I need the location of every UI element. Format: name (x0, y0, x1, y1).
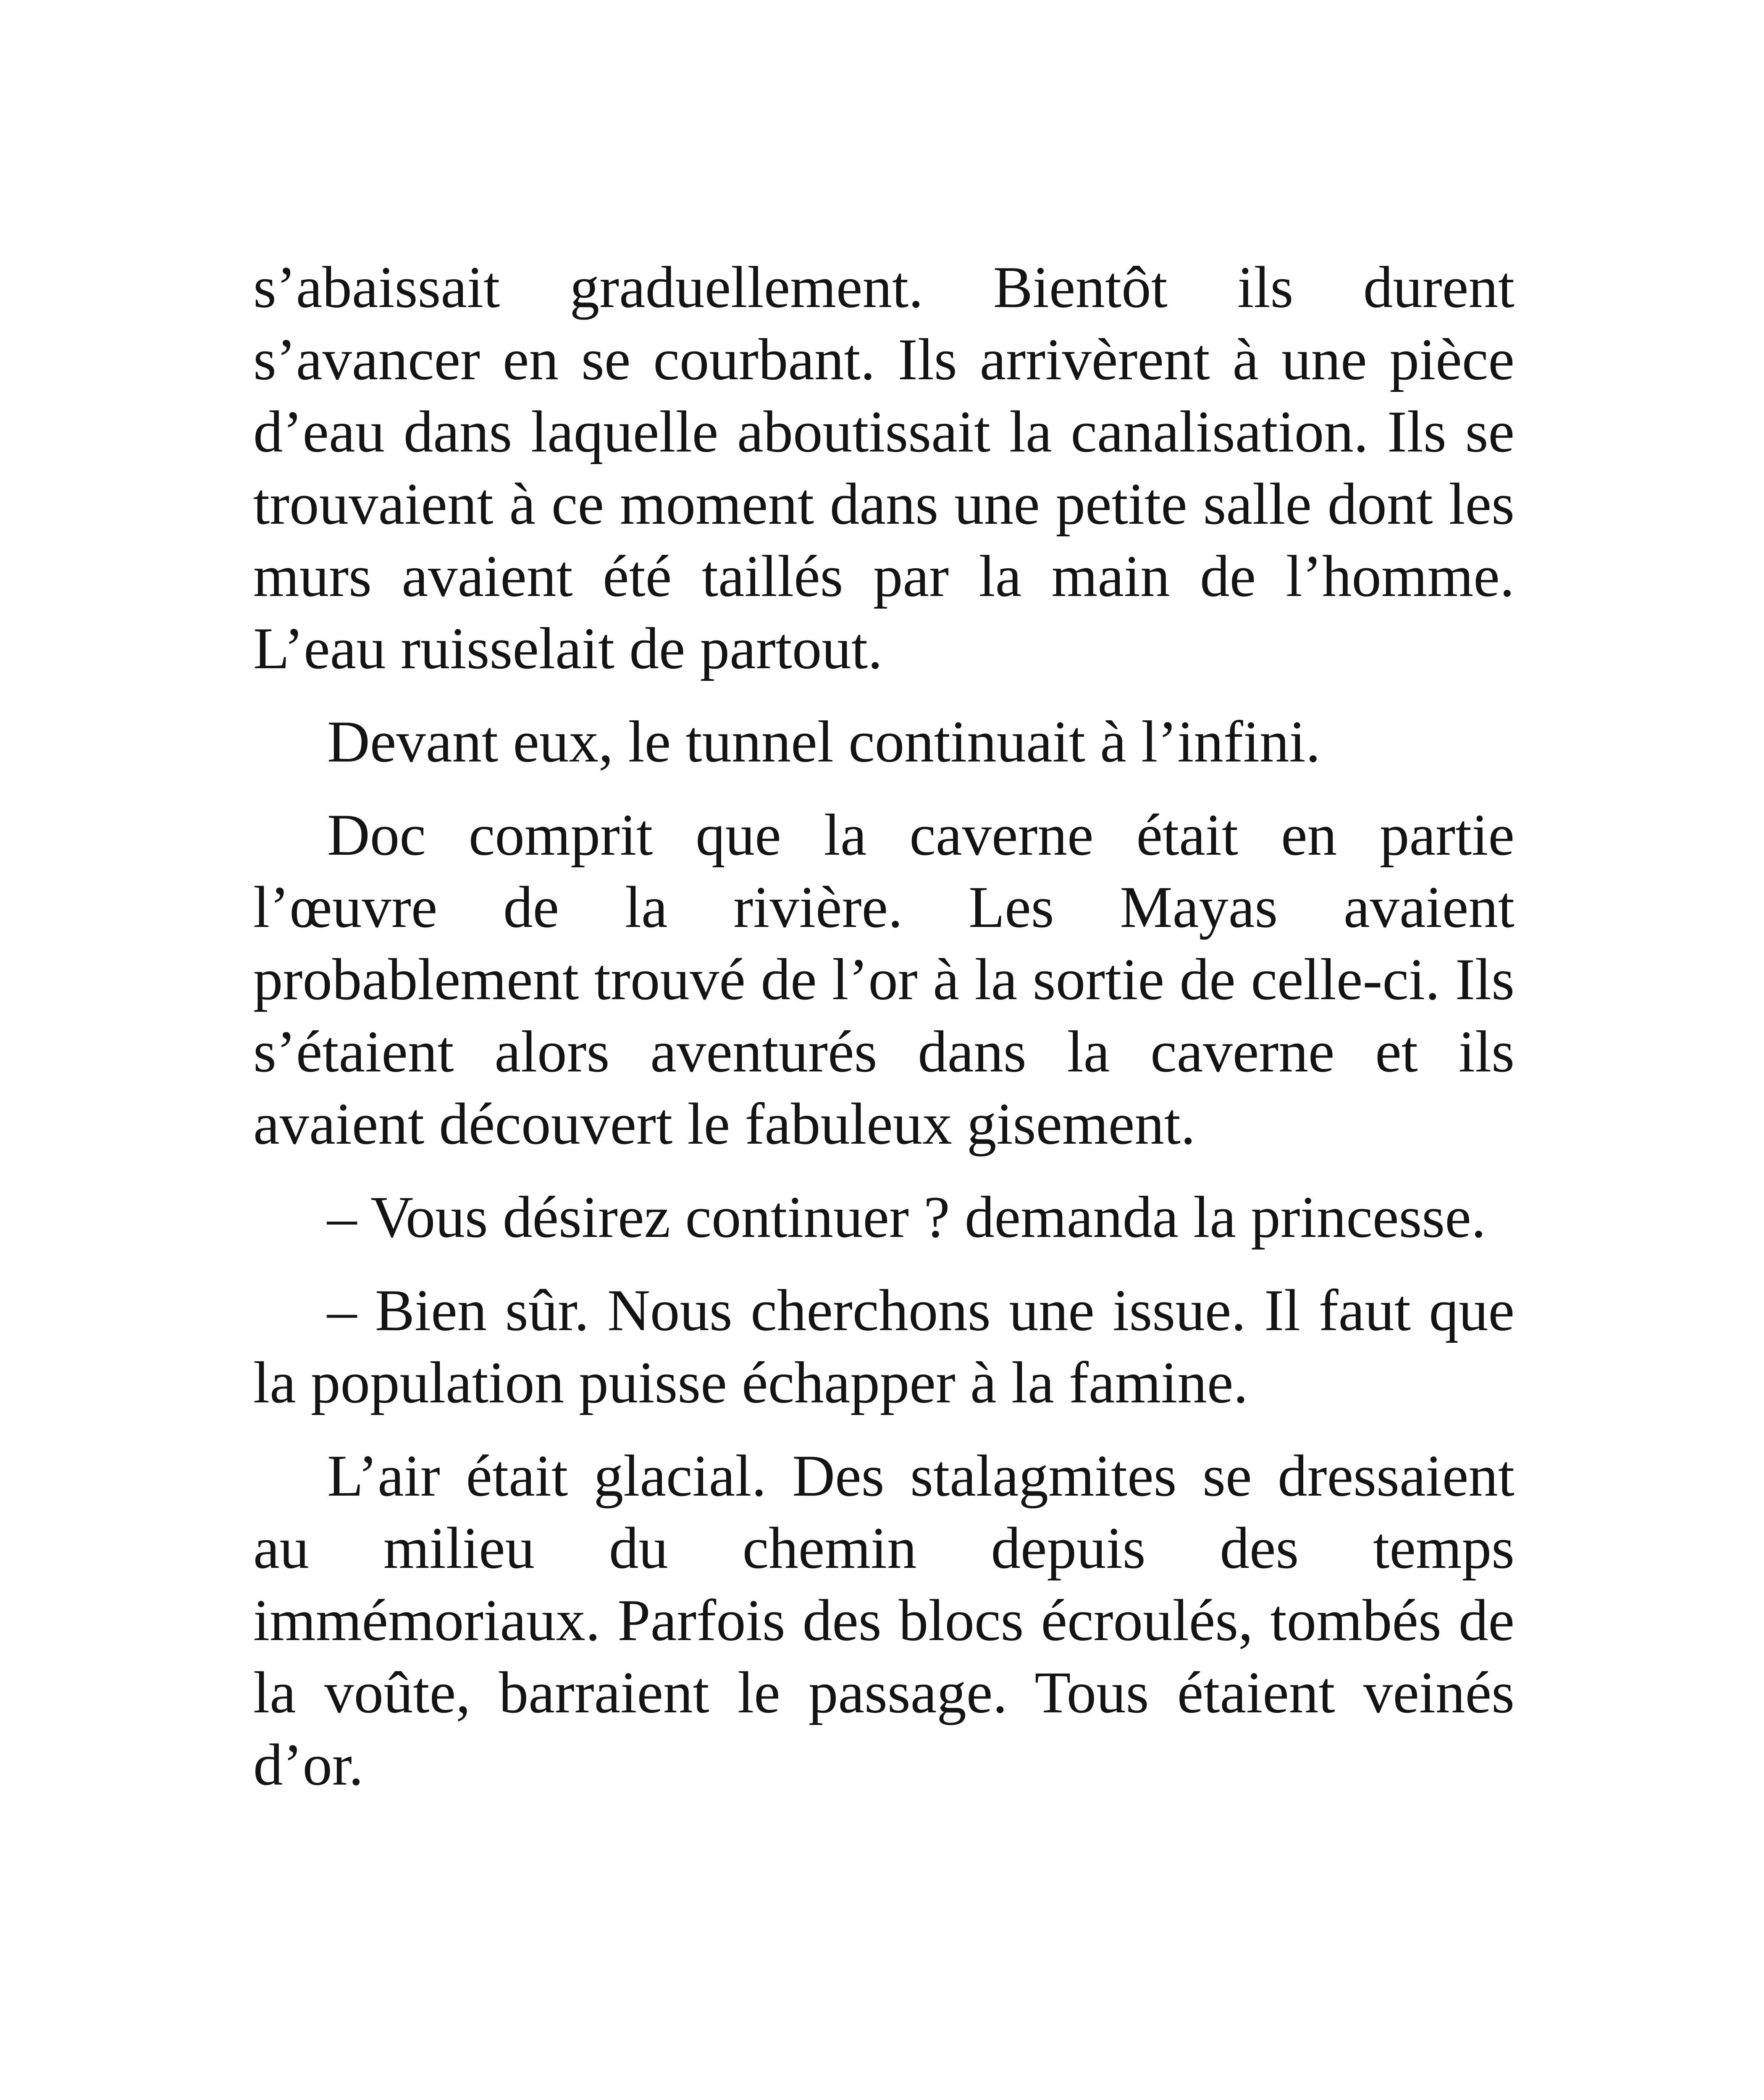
paragraph: Doc comprit que la caverne était en partie l’œuvre de la rivière. Les Mayas avaient probablement trouvé de l’or à la sortie de celle-ci. Ils s’étaient alors aventurés dans la caverne et ils avaient découvert le fabuleux gisement. (253, 802, 1515, 1157)
dialogue-paragraph: – Bien sûr. Nous cherchons une issue. Il faut que la population puisse échapper à la famine. (253, 1278, 1515, 1415)
paragraph-continuation: s’abaissait graduellement. Bientôt ils durent s’avancer en se courbant. Ils arrivèrent à une pièce d’eau dans laquelle aboutissait la canalisation. Ils se trouvaient à ce moment dans une petite salle dont les murs avaient été taillés par la main de l’homme. L’eau ruisselait de partout. (253, 255, 1515, 681)
paragraph: L’air était glacial. Des stalagmites se dressaient au milieu du chemin depuis des temps immémoriaux. Parfois des blocs écroulés, tombés de la voûte, barraient le passage. Tous étaient veinés d’or. (253, 1443, 1515, 1798)
dialogue-paragraph: – Vous désirez continuer ? demanda la princesse. (327, 1184, 1486, 1250)
paragraph: Devant eux, le tunnel continuait à l’infini. (327, 709, 1320, 774)
body-text (253, 251, 1515, 1801)
